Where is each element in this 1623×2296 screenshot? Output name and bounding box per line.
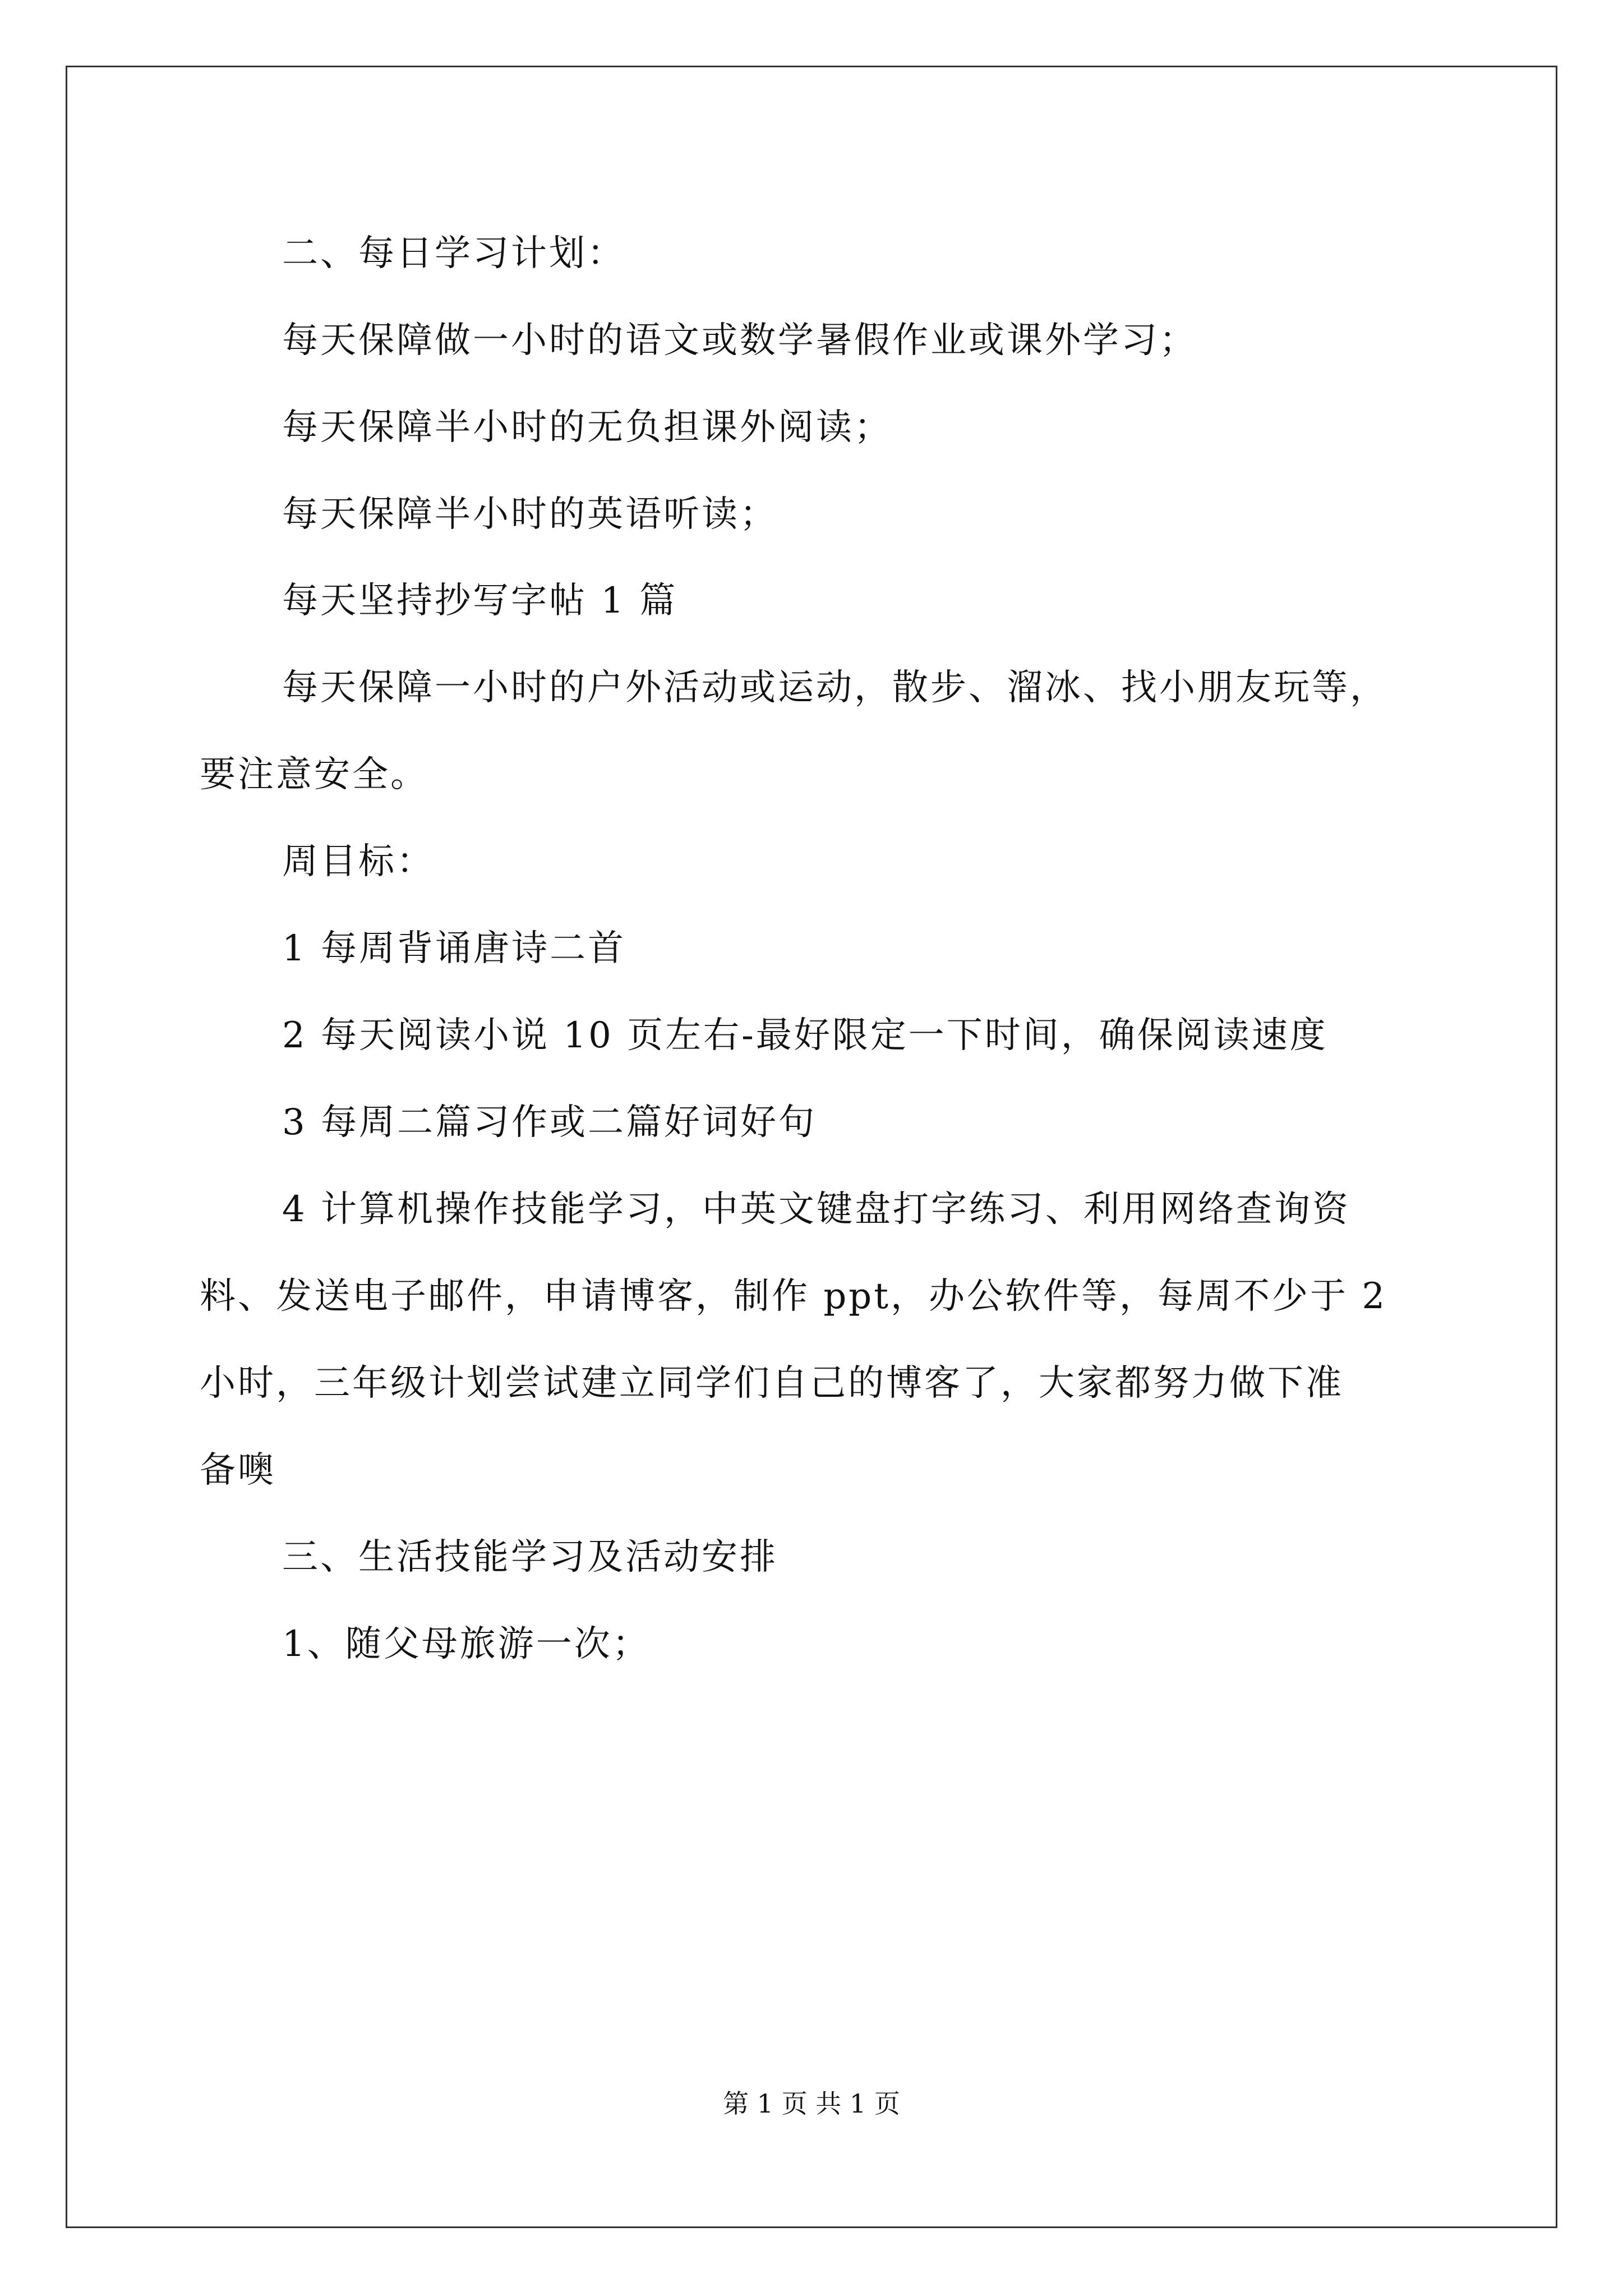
paragraph-line: 每天保障做一小时的语文或数学暑假作业或课外学习； — [282, 320, 1197, 361]
section-heading-life-skills: 三、生活技能学习及活动安排 — [282, 1536, 778, 1578]
paragraph-line: 要注意安全。 — [200, 754, 428, 795]
paragraph-line: 每天坚持抄写字帖 1 篇 — [282, 580, 678, 622]
page-border — [66, 66, 1557, 2228]
section-heading-daily-plan: 二、每日学习计划： — [282, 233, 625, 274]
section-heading-weekly-goals: 周目标： — [282, 841, 435, 882]
list-item: 2 每天阅读小说 10 页左右-最好限定一下时间，确保阅读速度 — [282, 1015, 1328, 1056]
paragraph-line: 每天保障半小时的无负担课外阅读； — [282, 407, 892, 448]
list-item: 1、随父母旅游一次； — [282, 1623, 651, 1665]
page-footer: 第 1 页 共 1 页 — [723, 2088, 900, 2119]
paragraph-line: 每天保障一小时的户外活动或运动，散步、溜冰、找小朋友玩等， — [282, 667, 1388, 708]
paragraph-line: 备噢 — [200, 1450, 276, 1491]
paragraph-line: 每天保障半小时的英语听读； — [282, 494, 778, 535]
list-item: 3 每周二篇习作或二篇好词好句 — [282, 1102, 817, 1143]
paragraph-line: 料、发送电子邮件，申请博客，制作 ppt，办公软件等，每周不少于 2 — [200, 1276, 1387, 1317]
list-item: 1 每周背诵唐诗二首 — [282, 928, 626, 969]
paragraph-line: 小时，三年级计划尝试建立同学们自己的博客了，大家都努力做下准 — [200, 1363, 1344, 1404]
list-item: 4 计算机操作技能学习，中英文键盘打字练习、利用网络查询资 — [282, 1189, 1351, 1230]
